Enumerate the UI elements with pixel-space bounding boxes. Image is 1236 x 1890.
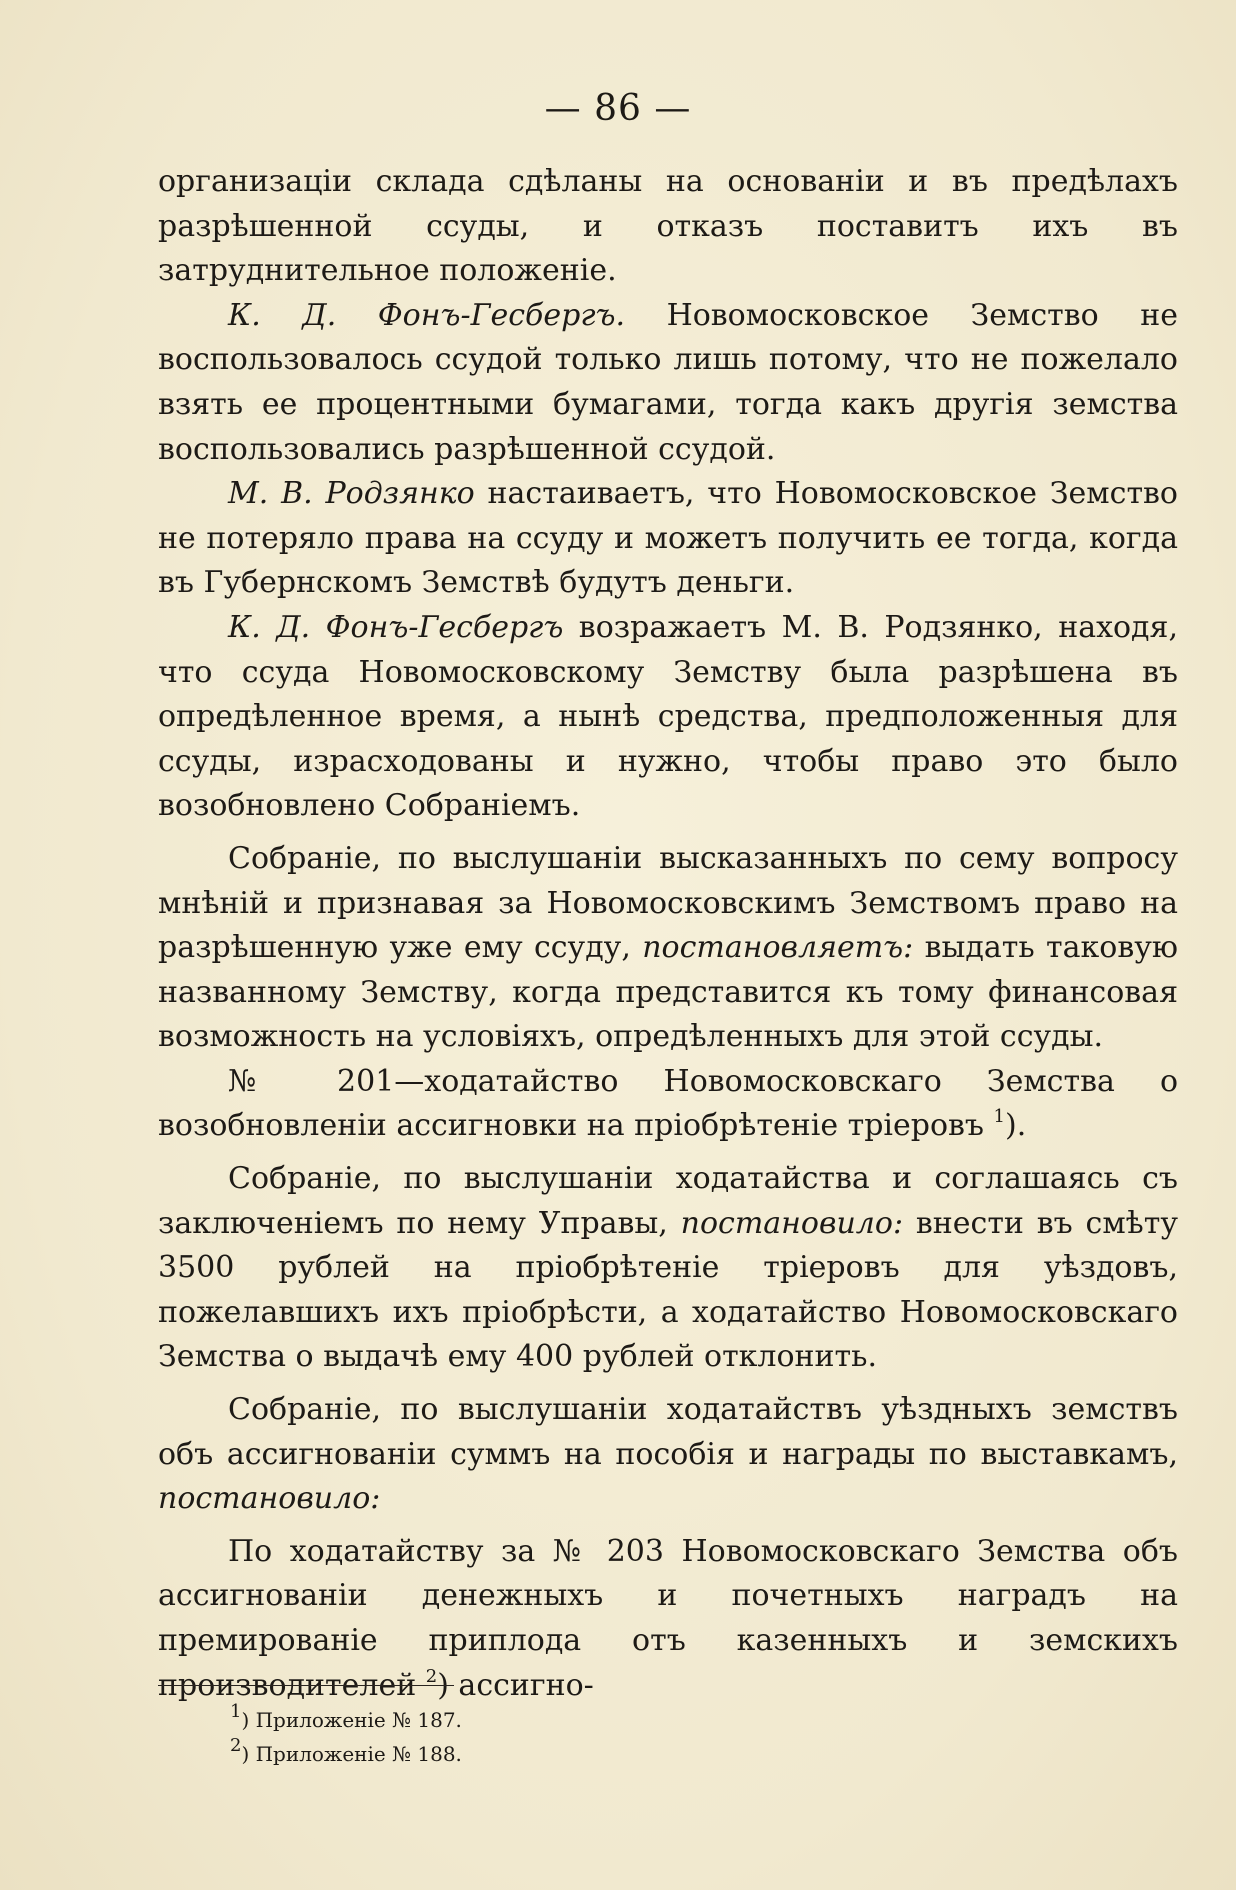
decree-word: постановило: [158, 1481, 381, 1517]
paragraph-text: выдать таковую названному Земству, когда представится къ тому финансовая возможность на условіяхъ, опредѣленныхъ для этой ссуды. [158, 930, 1178, 1055]
footnote-1 [230, 1703, 930, 1737]
paragraph-text: Собраніе, по выслушаніи высказанныхъ по сему вопросу мнѣній и признавая за Новомосковскимъ Земствомъ право на разрѣшенную уже ему ссуду, [158, 840, 1178, 966]
footnotes [230, 1703, 930, 1771]
footnote-text: ) Приложеніе № 188. [241, 1742, 462, 1766]
paragraph-text: возражаетъ М. В. Родзянко, находя, что ссуда Новомосковскому Земству была разрѣшена въ опредѣленное время, а нынѣ средства, предположенныя для ссуды, израсходованы и нужно, чтобы право это было возобновлено Собраніемъ. [158, 609, 1178, 824]
paragraph-text: организаціи склада сдѣланы на основаніи и въ предѣлахъ разрѣшенной ссуды, и отказъ поставитъ ихъ въ затруднительное положеніе. [158, 164, 1178, 289]
paragraph-text: № 201—ходатайство Новомосковскаго Земства о возобновленіи ассигновки на пріобрѣтеніе тріеровъ [158, 1063, 1178, 1144]
footnote-mark: 2 [230, 1735, 242, 1757]
paragraph-text: ) ассигно- [437, 1667, 594, 1703]
footnote-ref: 2 [425, 1665, 438, 1687]
paragraph-text: внести въ смѣту 3500 рублей на пріобрѣтеніе тріеровъ для уѣздовъ, пожелавшихъ ихъ пріобрѣсти, а ходатайство Новомосковскаго Земства о выдачѣ ему 400 рублей отклонить. [158, 1205, 1178, 1375]
speaker-name: К. Д. Фонъ-Гесбергъ [228, 609, 564, 645]
decree-word: постановляетъ: [642, 930, 914, 966]
paragraph-7 [158, 1157, 1178, 1380]
decree-word: постановило: [680, 1205, 904, 1241]
footnote-divider [158, 1685, 454, 1686]
paragraph-1 [158, 160, 1178, 294]
paragraph-text: Собраніе, по выслушаніи ходатайства и соглашаясь съ заключеніемъ по нему Управы, [158, 1161, 1178, 1241]
page-number: — 86 — [544, 88, 692, 129]
paragraph-5 [158, 837, 1178, 1060]
paragraph-text: настаиваетъ, что Новомосковское Земство не потеряло права на ссуду и можетъ получить ее тогда, когда въ Губернскомъ Земствѣ будутъ деньги. [158, 476, 1178, 601]
paragraph-text: ). [1005, 1108, 1027, 1144]
paragraph-text: По ходатайству за № 203 Новомосковскаго Земства объ ассигнованіи денежныхъ и почетныхъ наградъ на премированіе приплода отъ казенныхъ и земскихъ производителей [158, 1533, 1178, 1703]
paragraph-3 [158, 472, 1178, 606]
speaker-name: М. В. Родзянко [228, 476, 475, 512]
paragraph-6 [158, 1060, 1178, 1149]
paragraph-9 [158, 1530, 1178, 1708]
footnote-mark: 1 [230, 1701, 242, 1723]
speaker-name: К. Д. Фонъ-Гесбергъ. [228, 297, 626, 333]
paragraph-text: Собраніе, по выслушаніи ходатайствъ уѣздныхъ земствъ объ ассигнованіи суммъ на пособія и награды по выставкамъ, [158, 1392, 1178, 1472]
paragraph-2 [158, 294, 1178, 472]
footnote-2 [230, 1737, 930, 1771]
body-text [158, 160, 1178, 1708]
paragraph-4 [158, 606, 1178, 829]
footnote-text: ) Приложеніе № 187. [241, 1708, 462, 1732]
footnote-ref: 1 [993, 1106, 1005, 1128]
paragraph-text: Новомосковское Земство не воспользовалось ссудой только лишь потому, что не пожелало взять ее процентными бумагами, тогда какъ другія земства воспользовались разрѣшенной ссудой. [158, 297, 1178, 467]
paragraph-8 [158, 1388, 1178, 1522]
